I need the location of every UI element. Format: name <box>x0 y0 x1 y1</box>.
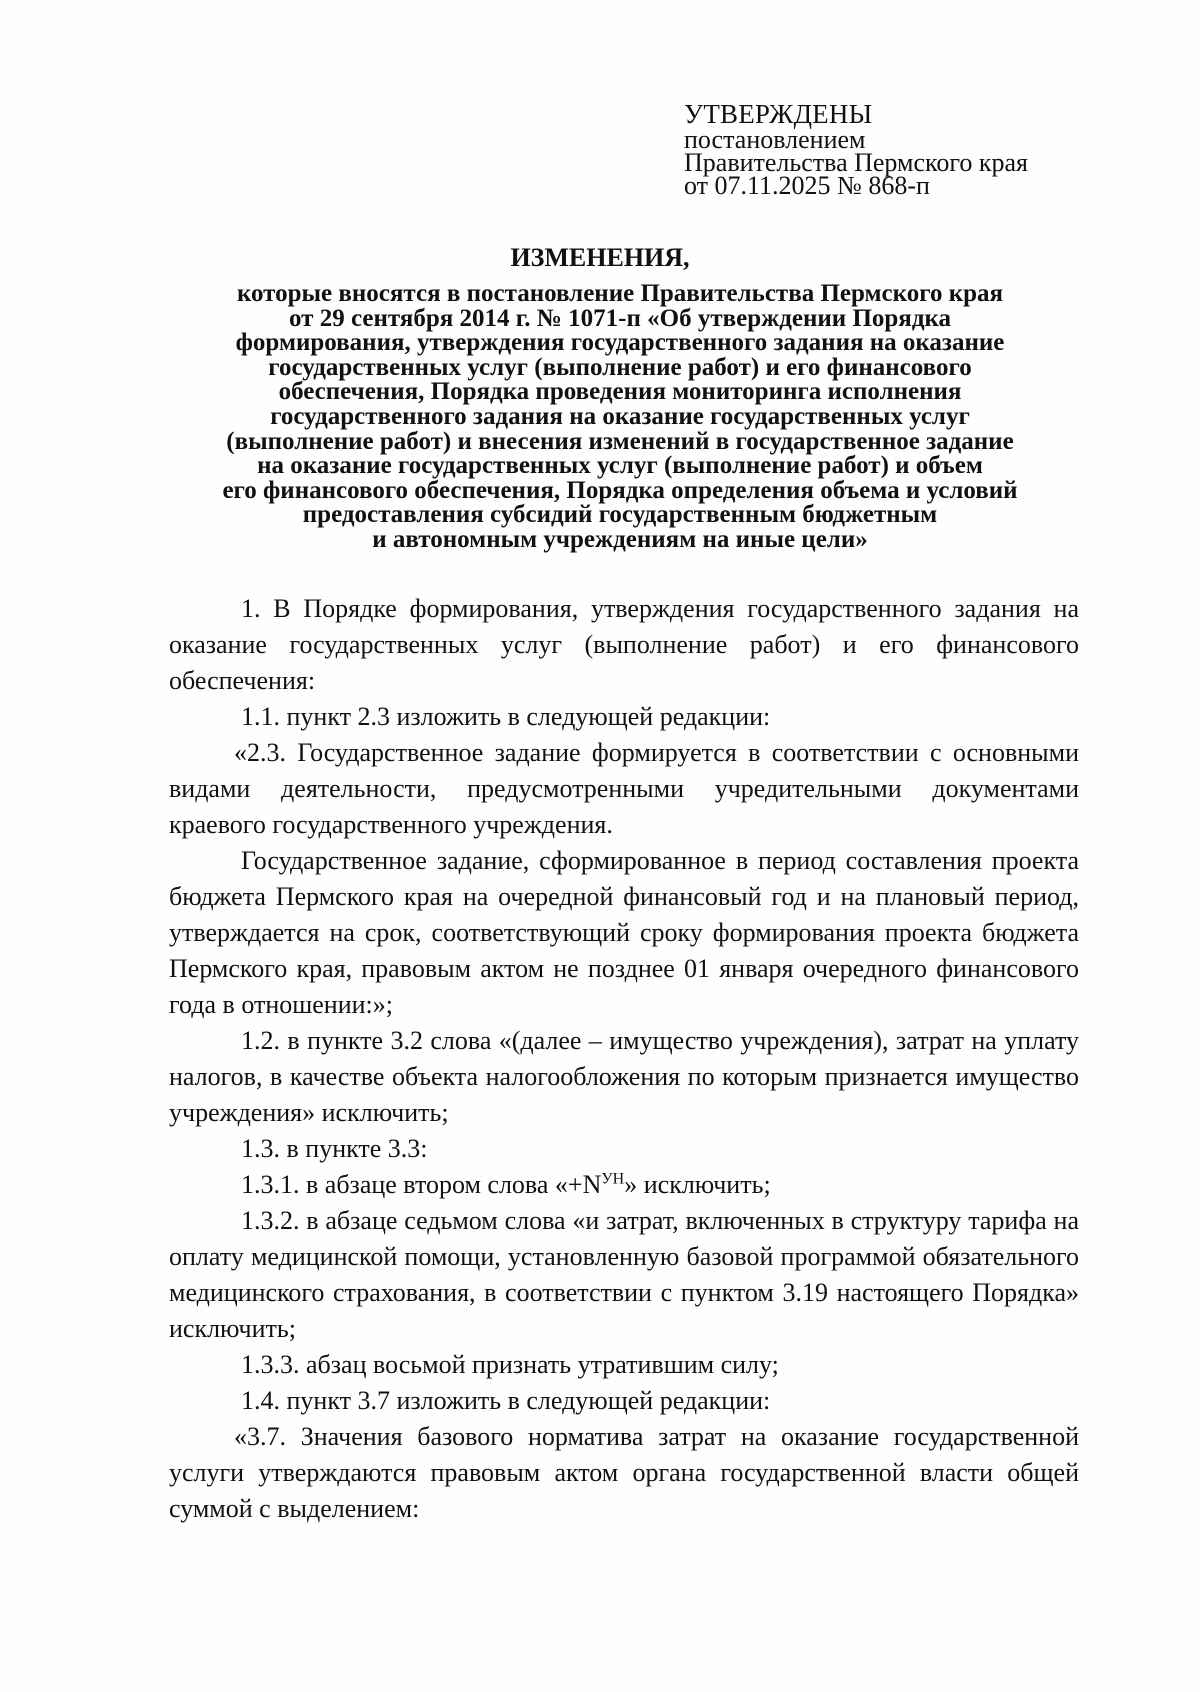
subtitle-line: от 29 сентября 2014 г. № 1071-п «Об утверждении Порядка <box>289 304 951 332</box>
paragraph-1-3-1 <box>169 1167 1079 1203</box>
subtitle-line: государственного задания на оказание государственных услуг <box>270 402 970 430</box>
paragraph-1-3-1-tail: » исключить; <box>624 1170 771 1199</box>
subtitle-line: государственных услуг (выполнение работ) и его финансового <box>268 353 972 381</box>
paragraph-1-1: 1.1. пункт 2.3 изложить в следующей редакции: <box>241 702 771 731</box>
superscript-un: УН <box>601 1170 625 1188</box>
subtitle-line: (выполнение работ) и внесения изменений в государственное задание <box>226 427 1014 455</box>
paragraph-1: 1. В Порядке формирования, утверждения государственного задания на оказание государственных услуг (выполнение работ) и его финансового обеспечения: <box>169 594 1079 695</box>
paragraph-3-7-quote: «3.7. Значения базового норматива затрат на оказание государственной услуги утверждаются правовым актом органа государственной власти общей суммой с выделением: <box>169 1422 1079 1523</box>
subtitle-line: и автономным учреждениям на иные цели» <box>372 525 868 553</box>
approval-title: УТВЕРЖДЕНЫ <box>684 99 873 129</box>
subtitle-line: на оказание государственных услуг (выполнение работ) и объем <box>257 452 983 480</box>
subtitle-line: обеспечения, Порядка проведения мониторинга исполнения <box>278 378 962 406</box>
paragraph-1-4: 1.4. пункт 3.7 изложить в следующей редакции: <box>241 1386 771 1415</box>
paragraph-state-task: Государственное задание, сформированное в период составления проекта бюджета Пермского края на очередной финансовый год и на плановый период, утверждается на срок, соответствующий сроку формирования проекта бюджета Пермского края, правовым актом не позднее 01 января очередного финансового года в отношении:»; <box>169 846 1079 1019</box>
document-body <box>169 591 1079 1527</box>
document-subtitle <box>160 282 1080 553</box>
paragraph-2-3-quote: «2.3. Государственное задание формируется в соответствии с основными видами деятельности, предусмотренными учредительными документами краевого государственного учреждения. <box>169 738 1079 839</box>
approval-block <box>684 99 1184 200</box>
subtitle-line: которые вносятся в постановление Правительства Пермского края <box>236 280 1004 307</box>
paragraph-1-3-1-text: 1.3.1. в абзаце втором слова «+N <box>241 1170 602 1199</box>
paragraph-1-2: 1.2. в пункте 3.2 слова «(далее – имущество учреждения), затрат на уплату налогов, в качестве объекта налогообложения по которым признается имущество учреждения» исключить; <box>169 1026 1079 1127</box>
paragraph-1-3: 1.3. в пункте 3.3: <box>241 1134 428 1163</box>
paragraph-1-3-3: 1.3.3. абзац восьмой признать утратившим силу; <box>241 1350 779 1379</box>
approval-line: постановлением <box>684 125 866 154</box>
subtitle-line: предоставления субсидий государственным бюджетным <box>302 501 938 529</box>
subtitle-line: формирования, утверждения государственного задания на оказание <box>235 329 1005 357</box>
subtitle-line: его финансового обеспечения, Порядка определения объема и условий <box>222 476 1018 504</box>
approval-line: Правительства Пермского края <box>684 148 1028 177</box>
approval-line: от 07.11.2025 № 868-п <box>684 171 930 200</box>
document-heading: ИЗМЕНЕНИЯ, <box>510 243 690 272</box>
paragraph-1-3-2: 1.3.2. в абзаце седьмом слова «и затрат, включенных в структуру тарифа на оплату медицинской помощи, установленную базовой программой обязательного медицинского страхования, в соответствии с пунктом 3.19 настоящего Порядка» исключить; <box>169 1206 1079 1343</box>
